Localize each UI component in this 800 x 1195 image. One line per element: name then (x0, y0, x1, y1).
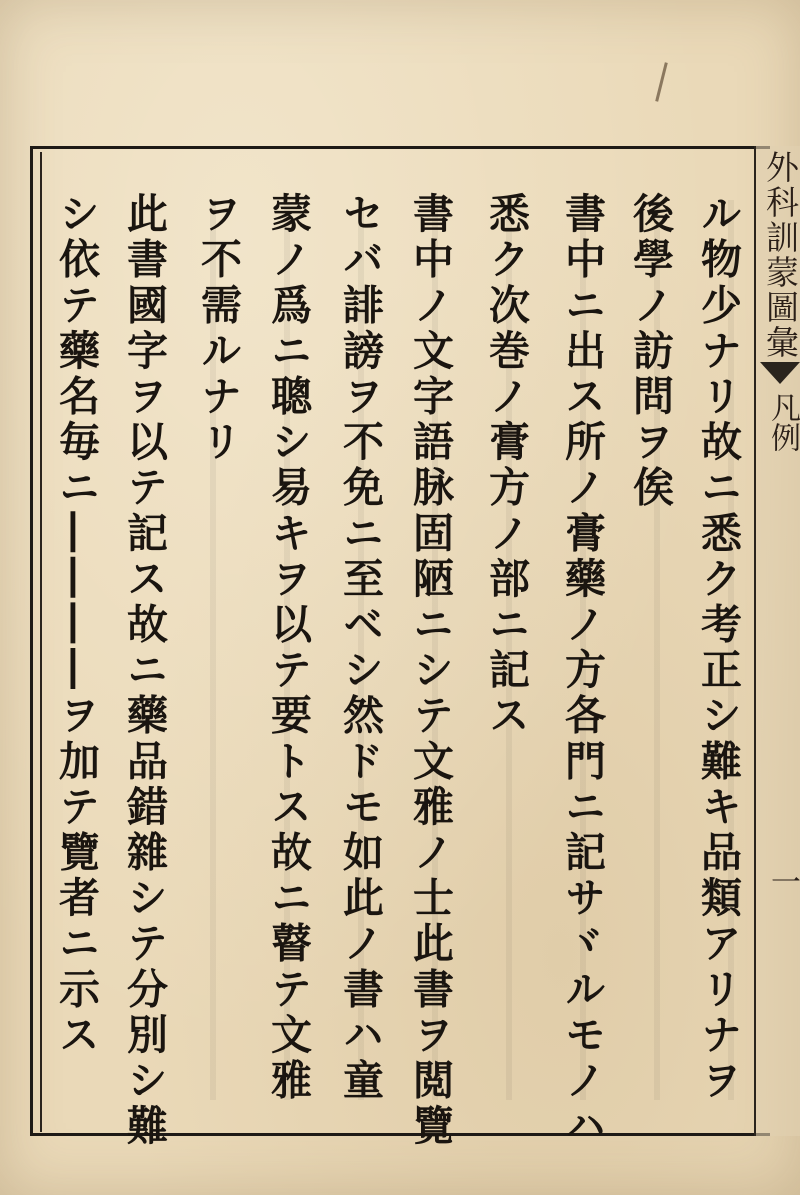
text-column-7: 蒙ノ爲ニ聰シ易キヲ以テ要トス故ニ瞽テ文雅 (264, 192, 312, 1104)
text-column-8: ヲ不需ルナリ (194, 192, 242, 466)
frame-inner-rule-left (40, 152, 42, 1132)
text-column-4: 悉ク次巻ノ膏方ノ部ニ記ス (482, 192, 530, 740)
running-title: 外科訓蒙圖彙 (761, 150, 800, 360)
paper-stain (655, 62, 668, 102)
text-column-1: ル物少ナリ故ニ悉ク考正シ難キ品類アリナヲ (694, 192, 742, 1104)
text-column-3: 書中ニ出ス所ノ膏藥ノ方各門ニ記サヾルモノハ (558, 192, 606, 1150)
text-column-5: 書中ノ文字語脉固陋ニシテ文雅ノ士此書ヲ閲覽 (406, 192, 454, 1150)
folio-number: 一 (765, 866, 800, 896)
section-label: 凡例 (765, 392, 800, 452)
text-column-9: 此書國字ヲ以テ記ス故ニ藥品錯雜シテ分別シ難 (120, 192, 168, 1150)
text-column-2: 後學ノ訪問ヲ俟 (626, 192, 674, 512)
text-column-10: シ依テ藥名毎ニ――――ヲ加テ覽者ニ示ス (52, 192, 100, 1059)
text-column-6: セバ誹謗ヲ不免ニ至ベシ然ドモ如此ノ書ハ童 (336, 192, 384, 1104)
fishtail-mark-icon (760, 362, 800, 384)
